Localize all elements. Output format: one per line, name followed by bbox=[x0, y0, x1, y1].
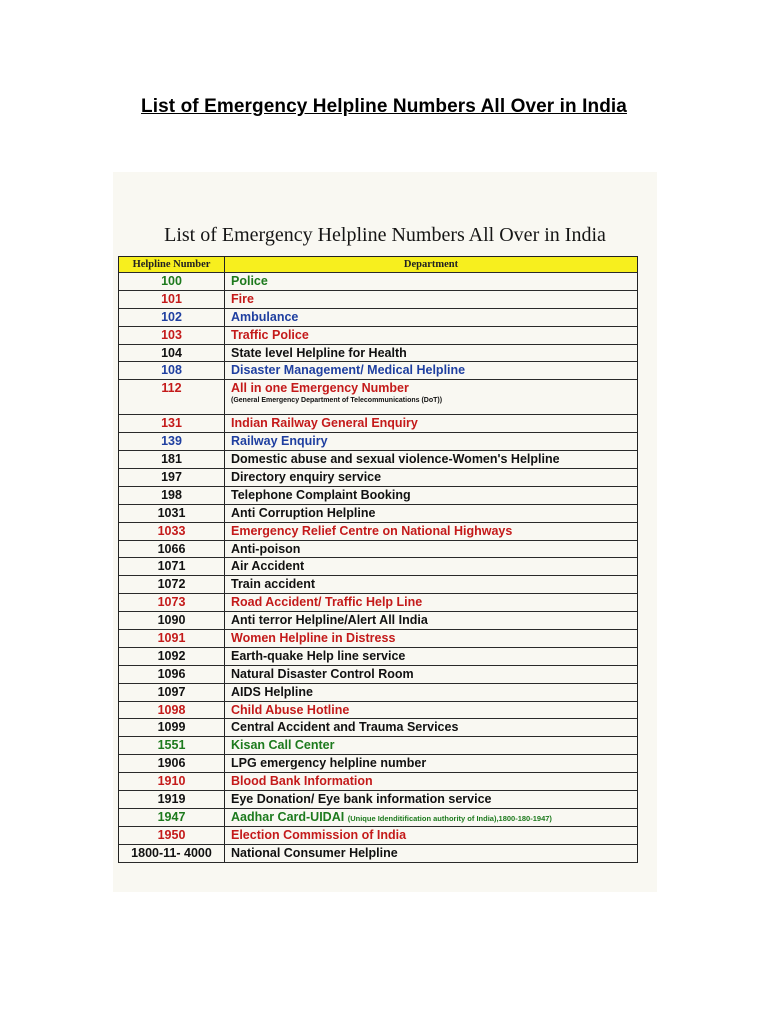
table-row bbox=[119, 809, 637, 827]
department-cell bbox=[225, 719, 637, 736]
helpline-number: 131 bbox=[119, 415, 225, 432]
header-helpline-number: Helpline Number bbox=[119, 257, 225, 272]
helpline-number: 108 bbox=[119, 362, 225, 379]
table-row bbox=[119, 380, 637, 415]
department-cell bbox=[225, 451, 637, 468]
helpline-number: 1072 bbox=[119, 576, 225, 593]
table-row bbox=[119, 648, 637, 666]
table-row bbox=[119, 666, 637, 684]
table-row bbox=[119, 523, 637, 541]
table-row bbox=[119, 845, 637, 863]
helpline-number: 1033 bbox=[119, 523, 225, 540]
table-row bbox=[119, 273, 637, 291]
helpline-table bbox=[118, 256, 638, 863]
department-cell bbox=[225, 433, 637, 450]
helpline-number: 100 bbox=[119, 273, 225, 290]
helpline-number: 101 bbox=[119, 291, 225, 308]
department-name: Air Accident bbox=[231, 559, 305, 574]
table-row bbox=[119, 773, 637, 791]
table-row bbox=[119, 541, 637, 559]
department-cell bbox=[225, 594, 637, 611]
table-row bbox=[119, 469, 637, 487]
department-name: Central Accident and Trauma Services bbox=[231, 720, 459, 735]
helpline-number: 197 bbox=[119, 469, 225, 486]
table-row bbox=[119, 594, 637, 612]
department-cell bbox=[225, 827, 637, 844]
helpline-number: 1097 bbox=[119, 684, 225, 701]
table-row bbox=[119, 684, 637, 702]
helpline-number: 1099 bbox=[119, 719, 225, 736]
department-cell bbox=[225, 576, 637, 593]
department-cell bbox=[225, 345, 637, 362]
department-cell bbox=[225, 558, 637, 575]
department-cell bbox=[225, 505, 637, 522]
table-row bbox=[119, 291, 637, 309]
helpline-number: 1950 bbox=[119, 827, 225, 844]
helpline-number: 1906 bbox=[119, 755, 225, 772]
department-name: Aadhar Card-UIDAI bbox=[231, 809, 345, 824]
department-cell bbox=[225, 702, 637, 719]
page-title: List of Emergency Helpline Numbers All Over in India bbox=[141, 96, 627, 117]
department-name: State level Helpline for Health bbox=[231, 345, 407, 360]
helpline-number: 104 bbox=[119, 345, 225, 362]
department-cell bbox=[225, 291, 637, 308]
table-image-title: List of Emergency Helpline Numbers All Over in India bbox=[164, 224, 606, 246]
table-row bbox=[119, 755, 637, 773]
department-cell bbox=[225, 541, 637, 558]
department-name: Train accident bbox=[231, 577, 316, 592]
department-name: AIDS Helpline bbox=[231, 684, 313, 699]
helpline-number: 1098 bbox=[119, 702, 225, 719]
table-row bbox=[119, 433, 637, 451]
helpline-number: 1096 bbox=[119, 666, 225, 683]
department-cell bbox=[225, 809, 637, 826]
department-name: Anti Corruption Helpline bbox=[231, 505, 376, 520]
table-row bbox=[119, 415, 637, 433]
table-row bbox=[119, 576, 637, 594]
header-department: Department bbox=[403, 259, 459, 270]
department-cell bbox=[225, 684, 637, 701]
table-row bbox=[119, 702, 637, 720]
department-name: Eye Donation/ Eye bank information service bbox=[231, 792, 492, 807]
department-name: Natural Disaster Control Room bbox=[231, 666, 414, 681]
department-cell bbox=[225, 791, 637, 808]
helpline-number: 139 bbox=[119, 433, 225, 450]
helpline-number: 181 bbox=[119, 451, 225, 468]
department-cell bbox=[225, 487, 637, 504]
department-cell bbox=[225, 612, 637, 629]
helpline-number: 1071 bbox=[119, 558, 225, 575]
helpline-number: 1090 bbox=[119, 612, 225, 629]
table-row bbox=[119, 345, 637, 363]
department-cell bbox=[225, 523, 637, 540]
table-row bbox=[119, 327, 637, 345]
helpline-number: 1919 bbox=[119, 791, 225, 808]
department-name: Emergency Relief Centre on National Highways bbox=[231, 523, 513, 538]
department-cell bbox=[225, 737, 637, 754]
department-name: Earth-quake Help line service bbox=[231, 648, 406, 663]
department-name: Railway Enquiry bbox=[231, 434, 328, 449]
table-row bbox=[119, 630, 637, 648]
department-name: Anti-poison bbox=[231, 541, 301, 556]
table-row bbox=[119, 737, 637, 755]
helpline-number: 112 bbox=[119, 380, 225, 414]
table-row bbox=[119, 558, 637, 576]
department-note: (General Emergency Department of Telecommunications (DoT)) bbox=[231, 397, 443, 405]
table-row bbox=[119, 719, 637, 737]
department-name: Traffic Police bbox=[231, 327, 309, 342]
department-cell bbox=[225, 309, 637, 326]
department-name: Child Abuse Hotline bbox=[231, 702, 350, 717]
helpline-number: 1066 bbox=[119, 541, 225, 558]
department-cell bbox=[225, 469, 637, 486]
table-row bbox=[119, 451, 637, 469]
department-cell bbox=[225, 415, 637, 432]
department-name: Police bbox=[231, 274, 268, 288]
department-cell bbox=[225, 755, 637, 772]
department-cell bbox=[225, 648, 637, 665]
table-row bbox=[119, 791, 637, 809]
department-name: Anti terror Helpline/Alert All India bbox=[231, 613, 428, 628]
helpline-table-image bbox=[113, 172, 657, 892]
table-row bbox=[119, 487, 637, 505]
table-row bbox=[119, 309, 637, 327]
table-row bbox=[119, 505, 637, 523]
helpline-number: 1092 bbox=[119, 648, 225, 665]
department-cell bbox=[225, 630, 637, 647]
department-name: Blood Bank Information bbox=[231, 774, 373, 789]
table-row bbox=[119, 827, 637, 845]
department-name: Disaster Management/ Medical Helpline bbox=[231, 363, 466, 378]
helpline-number: 1551 bbox=[119, 737, 225, 754]
table-header-row bbox=[119, 257, 637, 273]
department-name: All in one Emergency Number bbox=[231, 381, 409, 396]
helpline-number: 103 bbox=[119, 327, 225, 344]
helpline-number: 1800-11- 4000 bbox=[119, 845, 225, 862]
table-row bbox=[119, 362, 637, 380]
helpline-number: 198 bbox=[119, 487, 225, 504]
department-cell bbox=[225, 273, 637, 290]
department-cell bbox=[225, 666, 637, 683]
department-name: Election Commission of India bbox=[231, 827, 407, 842]
department-cell bbox=[225, 773, 637, 790]
department-name: Ambulance bbox=[231, 309, 299, 324]
department-name: Indian Railway General Enquiry bbox=[231, 416, 418, 431]
department-cell bbox=[225, 380, 637, 414]
department-inline-note: (Unique Idenditification authority of India),1800-180-1947) bbox=[347, 813, 552, 823]
department-name: National Consumer Helpline bbox=[231, 845, 398, 860]
table-row bbox=[119, 612, 637, 630]
department-name: Kisan Call Center bbox=[231, 738, 335, 753]
helpline-number: 1073 bbox=[119, 594, 225, 611]
department-name: Directory enquiry service bbox=[231, 470, 382, 485]
helpline-number: 1031 bbox=[119, 505, 225, 522]
department-name: Telephone Complaint Booking bbox=[231, 487, 411, 502]
department-name: Fire bbox=[231, 291, 254, 306]
department-cell bbox=[225, 845, 637, 862]
helpline-number: 1091 bbox=[119, 630, 225, 647]
department-name: LPG emergency helpline number bbox=[231, 756, 427, 771]
department-name: Road Accident/ Traffic Help Line bbox=[231, 595, 423, 610]
helpline-number: 102 bbox=[119, 309, 225, 326]
department-name: Domestic abuse and sexual violence-Women's Helpline bbox=[231, 452, 560, 467]
helpline-number: 1947 bbox=[119, 809, 225, 826]
department-name: Women Helpline in Distress bbox=[231, 631, 396, 646]
department-cell bbox=[225, 362, 637, 379]
helpline-number: 1910 bbox=[119, 773, 225, 790]
department-cell bbox=[225, 327, 637, 344]
